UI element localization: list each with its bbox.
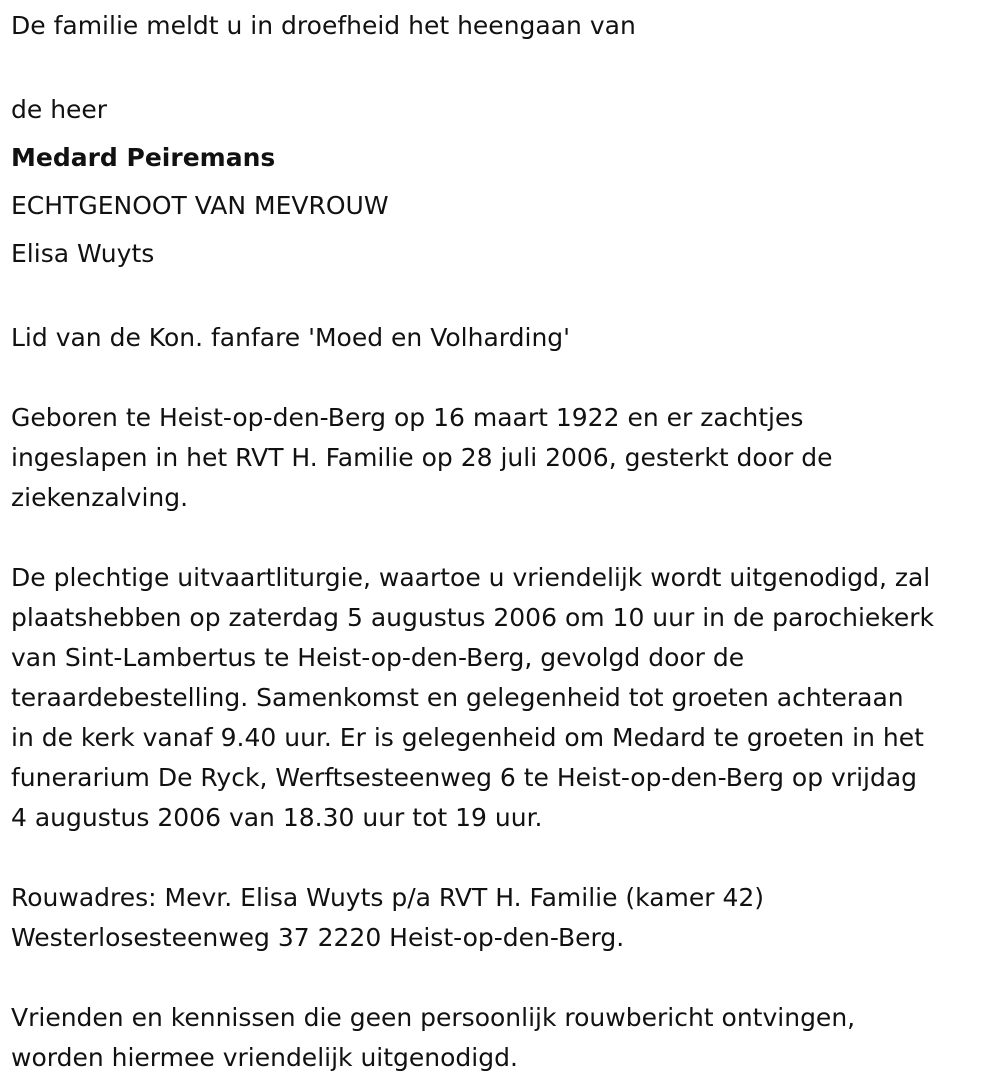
deceased-name: Medard Peiremans [11, 143, 276, 172]
relation-text: ECHTGENOOT VAN MEVROUW [11, 191, 389, 220]
membership-text: Lid van de Kon. fanfare 'Moed en Volharding' [11, 323, 571, 352]
paragraph-line: Rouwadres: Mevr. Elisa Wuyts p/a RVT H. Familie (kamer 42) [11, 883, 765, 912]
closing-paragraph [11, 998, 1000, 1078]
ceremony-paragraph [11, 558, 1000, 838]
salutation-text: de heer [11, 95, 108, 124]
intro-text: De familie meldt u in droefheid het heengaan van [11, 11, 636, 40]
paragraph-line: in de kerk vanaf 9.40 uur. Er is gelegenheid om Medard te groeten in het [11, 723, 924, 752]
paragraph-line: ziekenzalving. [11, 483, 189, 512]
paragraph-line: Westerlosesteenweg 37 2220 Heist-op-den-Berg. [11, 923, 625, 952]
paragraph-line: worden hiermee vriendelijk uitgenodigd. [11, 1043, 518, 1072]
address-paragraph [11, 878, 1000, 958]
paragraph-line: 4 augustus 2006 van 18.30 uur tot 19 uur. [11, 803, 543, 832]
paragraph-line: Vrienden en kennissen die geen persoonlijk rouwbericht ontvingen, [11, 1003, 856, 1032]
paragraph-line: funerarium De Ryck, Werftsesteenweg 6 te Heist-op-den-Berg op vrijdag [11, 763, 918, 792]
paragraph-line: ingeslapen in het RVT H. Familie op 28 juli 2006, gesterkt door de [11, 443, 833, 472]
paragraph-line: van Sint-Lambertus te Heist-op-den-Berg, gevolgd door de [11, 643, 745, 672]
spouse-name: Elisa Wuyts [11, 239, 155, 268]
paragraph-line: De plechtige uitvaartliturgie, waartoe u vriendelijk wordt uitgenodigd, zal [11, 563, 931, 592]
paragraph-line: plaatshebben op zaterdag 5 augustus 2006 om 10 uur in de parochiekerk [11, 603, 934, 632]
paragraph-line: Geboren te Heist-op-den-Berg op 16 maart 1922 en er zachtjes [11, 403, 804, 432]
paragraph-line: teraardebestelling. Samenkomst en gelegenheid tot groeten achteraan [11, 683, 904, 712]
birth-death-paragraph [11, 398, 1000, 518]
